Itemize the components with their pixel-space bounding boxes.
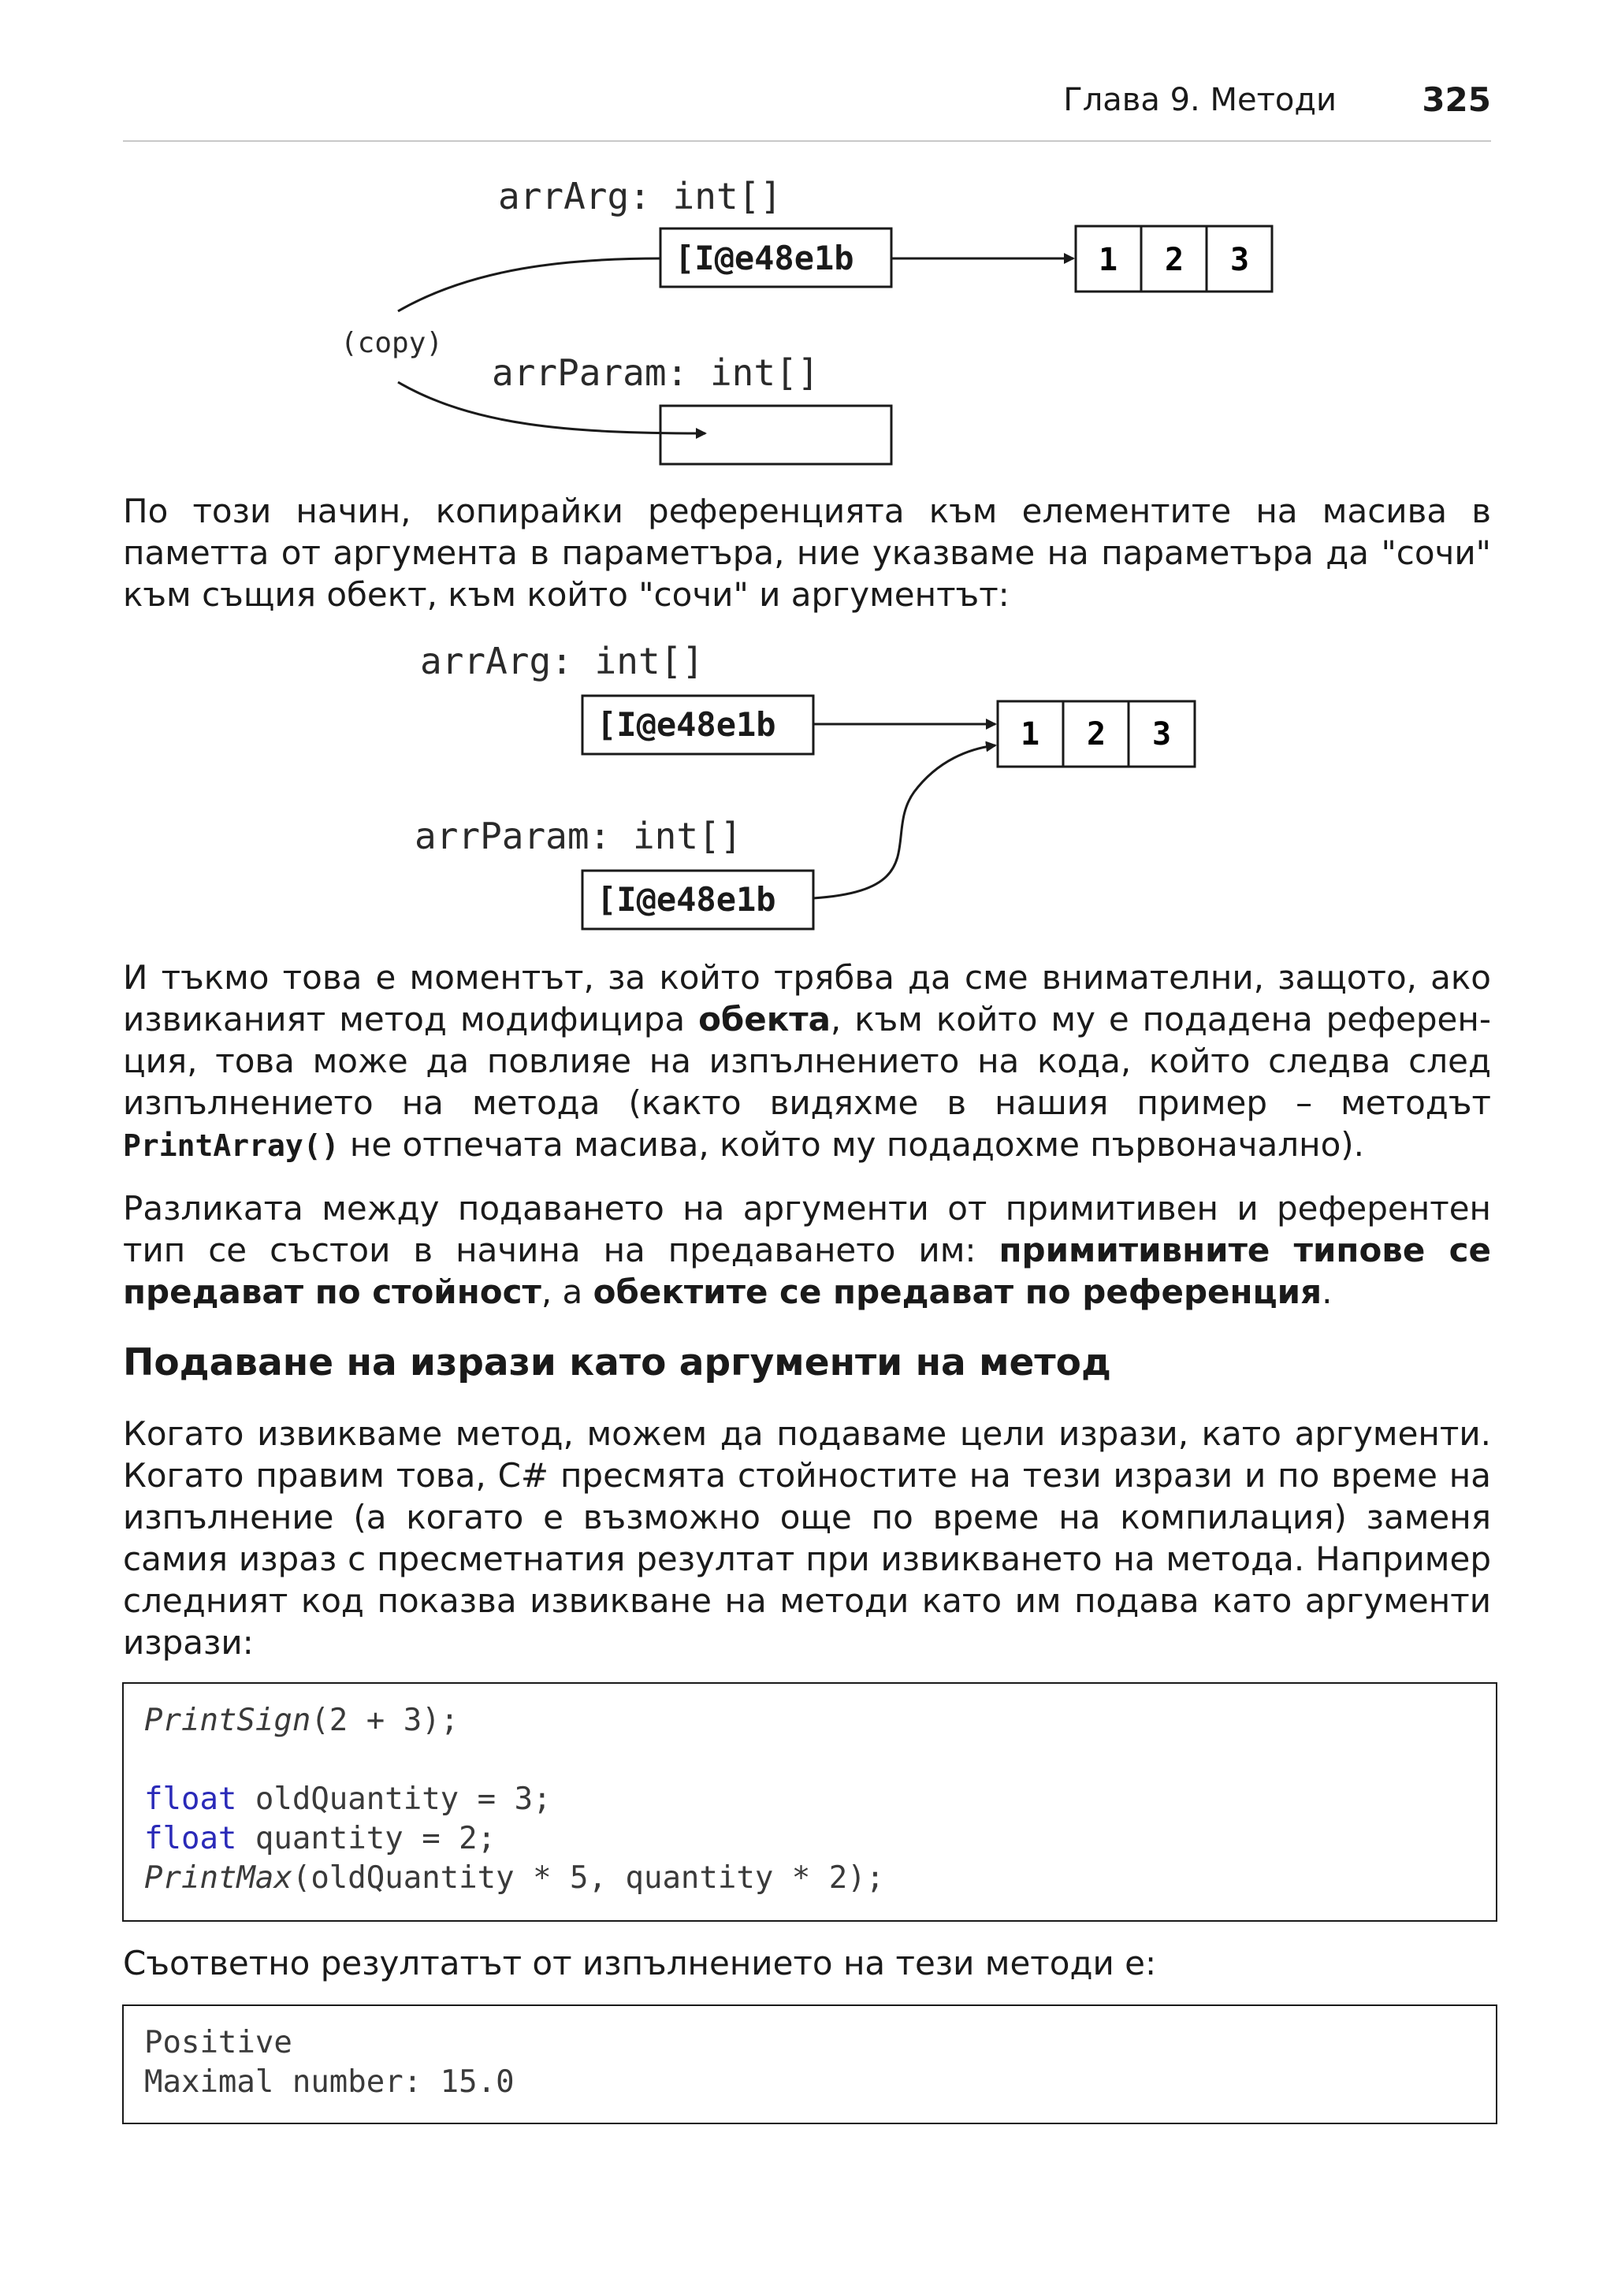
- page-header: [123, 79, 1491, 142]
- para2-text: не отпечата масива, който му подадохме първоначално).: [339, 1125, 1365, 1164]
- array-cell: 3: [1229, 242, 1250, 278]
- paragraph-2: [123, 957, 1491, 1167]
- code-method: PrintMax: [144, 1860, 292, 1896]
- code-keyword: float: [144, 1821, 237, 1856]
- paragraph-4: Когато извикваме метод, можем да подаваме цели изрази, като аргументи. Когато правим това, C# пресмята стойностите на тези изрази и по време на изпълнение (а когато е възможно още по време на компилация) заменя самия израз с пресметнатия резултат при извикването на метода. Например следният код показва извикване на методи като им подава като аргументи изрази:: [123, 1414, 1491, 1662]
- paragraph-5: Съответно резултатът от изпълнението на тези методи е:: [123, 1944, 1157, 1982]
- array-cell: 1: [1020, 716, 1040, 752]
- diagram-reference-copy: [0, 165, 1614, 481]
- output-line: Positive: [144, 2025, 292, 2060]
- para2-text: И тъкмо това е моментът, за който трябва да сме внимателни, защото, ако извиканият метод модифицира: [123, 958, 1491, 1038]
- code-text: oldQuantity = 3;: [236, 1781, 552, 1817]
- param-ref-text: [I@e48e1b: [597, 880, 776, 919]
- arg-ref-text: [I@e48e1b: [675, 239, 854, 277]
- code-text: (2 + 3);: [311, 1703, 459, 1738]
- code-keyword: float: [144, 1781, 237, 1817]
- array-cell: 2: [1164, 242, 1184, 278]
- chapter-title: Глава 9. Методи: [1063, 82, 1337, 118]
- arg-label: arrArg: int[]: [498, 175, 783, 217]
- paragraph-3: [123, 1187, 1491, 1313]
- output-line: Maximal number: 15.0: [144, 2064, 515, 2100]
- para2-bold: обекта: [698, 1000, 831, 1038]
- array-cell: 3: [1151, 716, 1172, 752]
- section-heading: Подаване на изрази като аргументи на метод: [123, 1341, 1111, 1384]
- inline-code: PrintArray(): [123, 1128, 340, 1163]
- code-block: [122, 1682, 1497, 1922]
- param-arrow: [813, 745, 995, 898]
- param-label: arrParam: int[]: [415, 815, 742, 857]
- arg-label: arrArg: int[]: [420, 640, 705, 682]
- diagram-shared-reference: [0, 630, 1614, 942]
- param-ref-box-empty: [660, 406, 891, 464]
- copy-label: (copy): [340, 327, 444, 359]
- para3-text: .: [1322, 1272, 1333, 1311]
- para3-bold: обектите се предават по референция: [593, 1272, 1322, 1311]
- param-label: arrParam: int[]: [492, 351, 820, 394]
- para3-text: Разликата между подаването на аргументи от примитивен и референтен тип се състои в начина на предаването им:: [123, 1189, 1491, 1269]
- output-block: [122, 2004, 1497, 2124]
- paragraph-1: По този начин, копирайки референцията към елементите на масива в паметта от аргумента в параметъра, ние указваме на параметъра да "сочи" към същия обект, към който "сочи" и аргументът:: [123, 492, 1491, 614]
- array-cell: 2: [1086, 716, 1106, 752]
- para2-text: , към който му е подадена референ-ция, това може да повлияе на изпълнението на кода, който следва след изпълнението на метода (както видяхме в нашия пример – методът: [123, 1000, 1491, 1122]
- para3-bold: примитивните типове се предават по стойност: [123, 1231, 1491, 1311]
- page-number: 325: [1422, 80, 1491, 119]
- copy-curve-top: [398, 258, 660, 311]
- arg-ref-text: [I@e48e1b: [597, 705, 776, 744]
- code-text: quantity = 2;: [236, 1821, 496, 1856]
- array-cell: 1: [1098, 242, 1118, 278]
- code-text: (oldQuantity * 5, quantity * 2);: [292, 1860, 885, 1896]
- code-method: PrintSign: [144, 1703, 311, 1738]
- para3-text: , а: [541, 1272, 593, 1311]
